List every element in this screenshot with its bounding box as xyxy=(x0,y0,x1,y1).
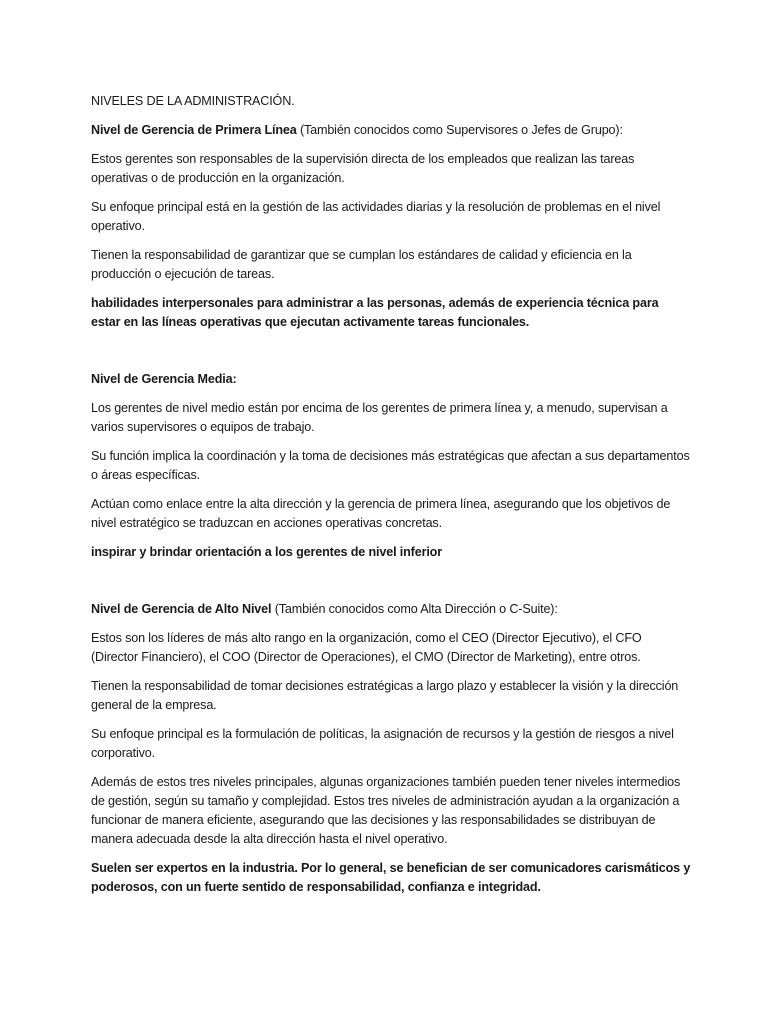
paragraph: Su enfoque principal es la formulación de políticas, la asignación de recursos y la gestión de riesgos a nivel corporativo. xyxy=(91,727,674,760)
paragraph: Su función implica la coordinación y la toma de decisiones más estratégicas que afectan a sus departamentos o áreas específicas. xyxy=(91,449,690,482)
paragraph: Actúan como enlace entre la alta dirección y la gerencia de primera línea, asegurando que los objetivos de nivel estratégico se traduzcan en acciones operativas concretas. xyxy=(91,497,671,530)
document-page xyxy=(91,92,691,897)
section-heading-note: (También conocidos como Supervisores o Jefes de Grupo): xyxy=(296,123,623,137)
paragraph: Estos gerentes son responsables de la supervisión directa de los empleados que realizan las tareas operativas o de producción en la organización. xyxy=(91,152,635,185)
paragraph: Tienen la responsabilidad de garantizar que se cumplan los estándares de calidad y eficiencia en la producción o ejecución de tareas. xyxy=(91,248,632,281)
section-heading-text: Nivel de Gerencia de Alto Nivel xyxy=(91,602,272,616)
paragraph: Tienen la responsabilidad de tomar decisiones estratégicas a largo plazo y establecer la visión y la dirección general de la empresa. xyxy=(91,679,679,712)
section-heading-gerencia-media xyxy=(91,370,691,389)
section-heading-note: (También conocidos como Alta Dirección o C-Suite): xyxy=(271,602,558,616)
section-heading-alto-nivel xyxy=(91,600,691,619)
document-title: NIVELES DE LA ADMINISTRACIÓN. xyxy=(91,94,295,108)
paragraph: Estos son los líderes de más alto rango en la organización, como el CEO (Director Ejecutivo), el CFO (Director Financiero), el COO (Director de Operaciones), el CMO (Director de Marketing), entre otros. xyxy=(91,631,642,664)
section-summary: inspirar y brindar orientación a los gerentes de nivel inferior xyxy=(91,545,442,559)
paragraph: Los gerentes de nivel medio están por encima de los gerentes de primera línea y, a menudo, supervisan a varios supervisores o equipos de trabajo. xyxy=(91,401,668,434)
section-summary: Suelen ser expertos en la industria. Por lo general, se benefician de ser comunicadores carismáticos y poderosos, con un fuerte sentido de responsabilidad, confianza e integridad. xyxy=(91,861,691,894)
section-summary: habilidades interpersonales para administrar a las personas, además de experiencia técnica para estar en las líneas operativas que ejecutan activamente tareas funcionales. xyxy=(91,296,659,329)
paragraph: Su enfoque principal está en la gestión de las actividades diarias y la resolución de problemas en el nivel operativo. xyxy=(91,200,661,233)
section-heading-text: Nivel de Gerencia de Primera Línea xyxy=(91,123,297,137)
section-heading-primera-linea xyxy=(91,121,691,140)
paragraph: Además de estos tres niveles principales, algunas organizaciones también pueden tener niveles intermedios de gestión, según su tamaño y complejidad. Estos tres niveles de administración ayudan a la organización a funcionar de manera eficiente, asegurando que las decisiones y las responsabilidades se distribuyan de manera adecuada desde la alta dirección hasta el nivel operativo. xyxy=(91,775,681,846)
section-heading-text: Nivel de Gerencia Media: xyxy=(91,372,237,386)
